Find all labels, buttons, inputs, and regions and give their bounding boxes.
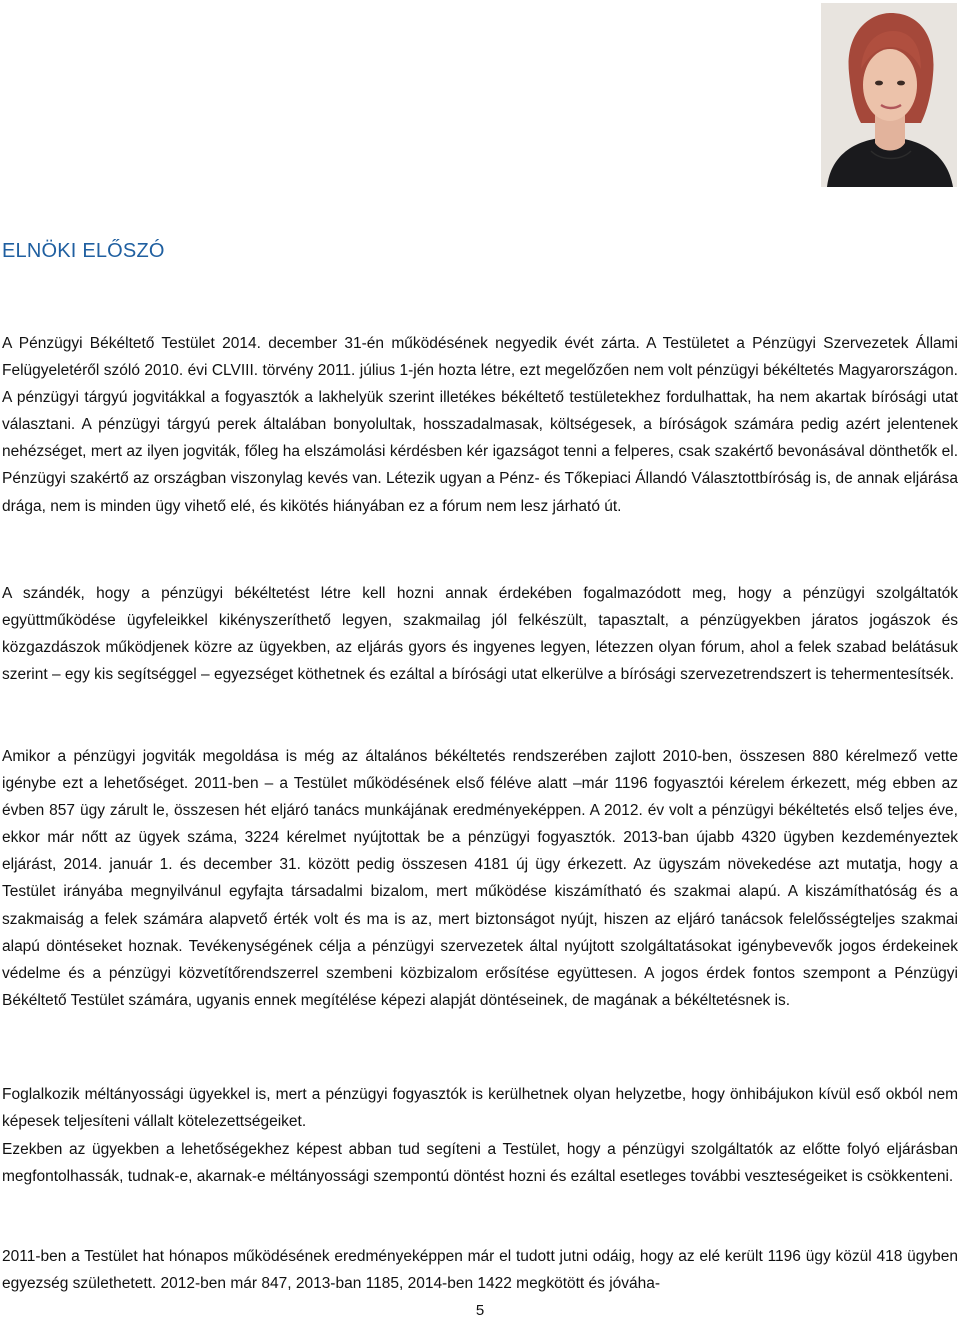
paragraph-5: Ezekben az ügyekben a lehetőségekhez képest abban tud segíteni a Testület, hogy a pénzügyi szolgáltatók az előtte folyó eljárásban megfontolhassák, tudnak-e, akarnak-e méltányossági szempontú döntést hozni és ezáltal esetleges további veszteségeiket is csökkenteni.	[2, 1141, 958, 1186]
page-number: 5	[475, 1302, 485, 1319]
paragraph-3: Amikor a pénzügyi jogviták megoldása is még az általános békéltetés rendszerében zajlott 2010-ben, összesen 880 kérelmező vette igénybe ezt a lehetőséget. 2011-ben – a Testület működésének első féléve alatt –már 1196 fogyasztói kérelem érkezett, még ebben az évben 857 ügy zárult le, összesen hét eljáró tanács munkájának eredményeképpen. A 2012. év volt a pénzügyi békéltetés első teljes éve, ekkor már nőtt az ügyek száma, 3224 kérelmet nyújtottak be a pénzügyi fogyasztók. 2013-ban újabb 4320 ügyben kezdeményeztek eljárást, 2014. január 1. és december 31. között pedig összesen 4181 új ügy érkezett. Az ügyszám növekedése azt mutatja, hogy a Testület irányába megnyilvánul egyfajta társadalmi bizalom, mert működése kiszámítható és szakmai alapú. A kiszámíthatóság és a szakmaiság a felek számára alapvető érték volt és ma is az, mert biztonságot nyújt, hiszen az eljáró tanácsok felelősségteljes szakmai alapú döntéseket hoznak. Tevékenységének célja a pénzügyi szervezetek által nyújtott szolgáltatásokat igénybevevők jogos érdekeinek védelme és a pénzügyi közvetítőrendszerrel szembeni közbizalom erősítése együttesen. A jogos érdek fontos szempont a Pénzügyi Békéltető Testület számára, ugyanis ennek megítélése képezi alapját döntéseinek, de magának a békéltetésnek is.	[2, 748, 958, 1009]
portrait-photo-icon	[821, 3, 957, 187]
author-portrait	[821, 3, 957, 187]
paragraph-2: A szándék, hogy a pénzügyi békéltetést létre kell hozni annak érdekében fogalmazódott meg, hogy a pénzügyi szolgáltatók együttműködése ügyfeleikkel kikényszeríthető legyen, szakmailag jól felkészült, tapasztalt, a pénzügyekben járatos jogászok és közgazdászok működjenek közre az ügyekben, az eljárás gyors és ingyenes legyen, létezzen olyan fórum, ahol a felek szabad belátásuk szerint – egy kis segítséggel – egyezséget köthetnek és ezáltal a bírósági utat elkerülve a bírósági szervezetrendszert is tehermentesítsék.	[2, 585, 958, 684]
paragraph-6: 2011-ben a Testület hat hónapos működésének eredményeképpen már el tudott jutni odáig, hogy az elé került 1196 ügy közül 418 ügyben egyezség születhetett. 2012-ben már 847, 2013-ban 1185, 2014-ben 1422 megkötött és jóváha-	[2, 1248, 958, 1293]
page-title: ELNÖKI ELŐSZÓ	[2, 240, 165, 262]
paragraph-1: A Pénzügyi Békéltető Testület 2014. december 31-én működésének negyedik évét zárta. A Testületet a Pénzügyi Szervezetek Állami Felügyeletéről szóló 2010. évi CLVIII. törvény 2011. július 1-jén hozta létre, ezt megelőzően nem volt pénzügyi békéltetés Magyarországon. A pénzügyi tárgyú jogvitákkal a fogyasztók a lakhelyük szerint illetékes békéltető testületekhez fordulhattak, ha nem akartak bírósági utat választani. A pénzügyi tárgyú perek általában bonyolultak, hosszadalmasak, költségesek, a bíróságok számára pedig azért jelentenek nehézséget, mert az ilyen jogviták, főleg ha elszámolási kérdésben kér igazságot tenni a felperes, csak szakértő bevonásával dönthetők el. Pénzügyi szakértő az országban viszonylag kevés van. Létezik ugyan a Pénz- és Tőkepiaci Állandó Választottbíróság is, de annak eljárása drága, nem is minden ügy vihető elé, és kikötés hiányában ez a fórum nem lesz járható út.	[2, 335, 958, 515]
paragraph-4: Foglalkozik méltányossági ügyekkel is, mert a pénzügyi fogyasztók is kerülhetnek olyan helyzetbe, hogy önhibájukon kívül eső okból nem képesek teljesíteni vállalt kötelezettségeiket.	[2, 1086, 958, 1131]
